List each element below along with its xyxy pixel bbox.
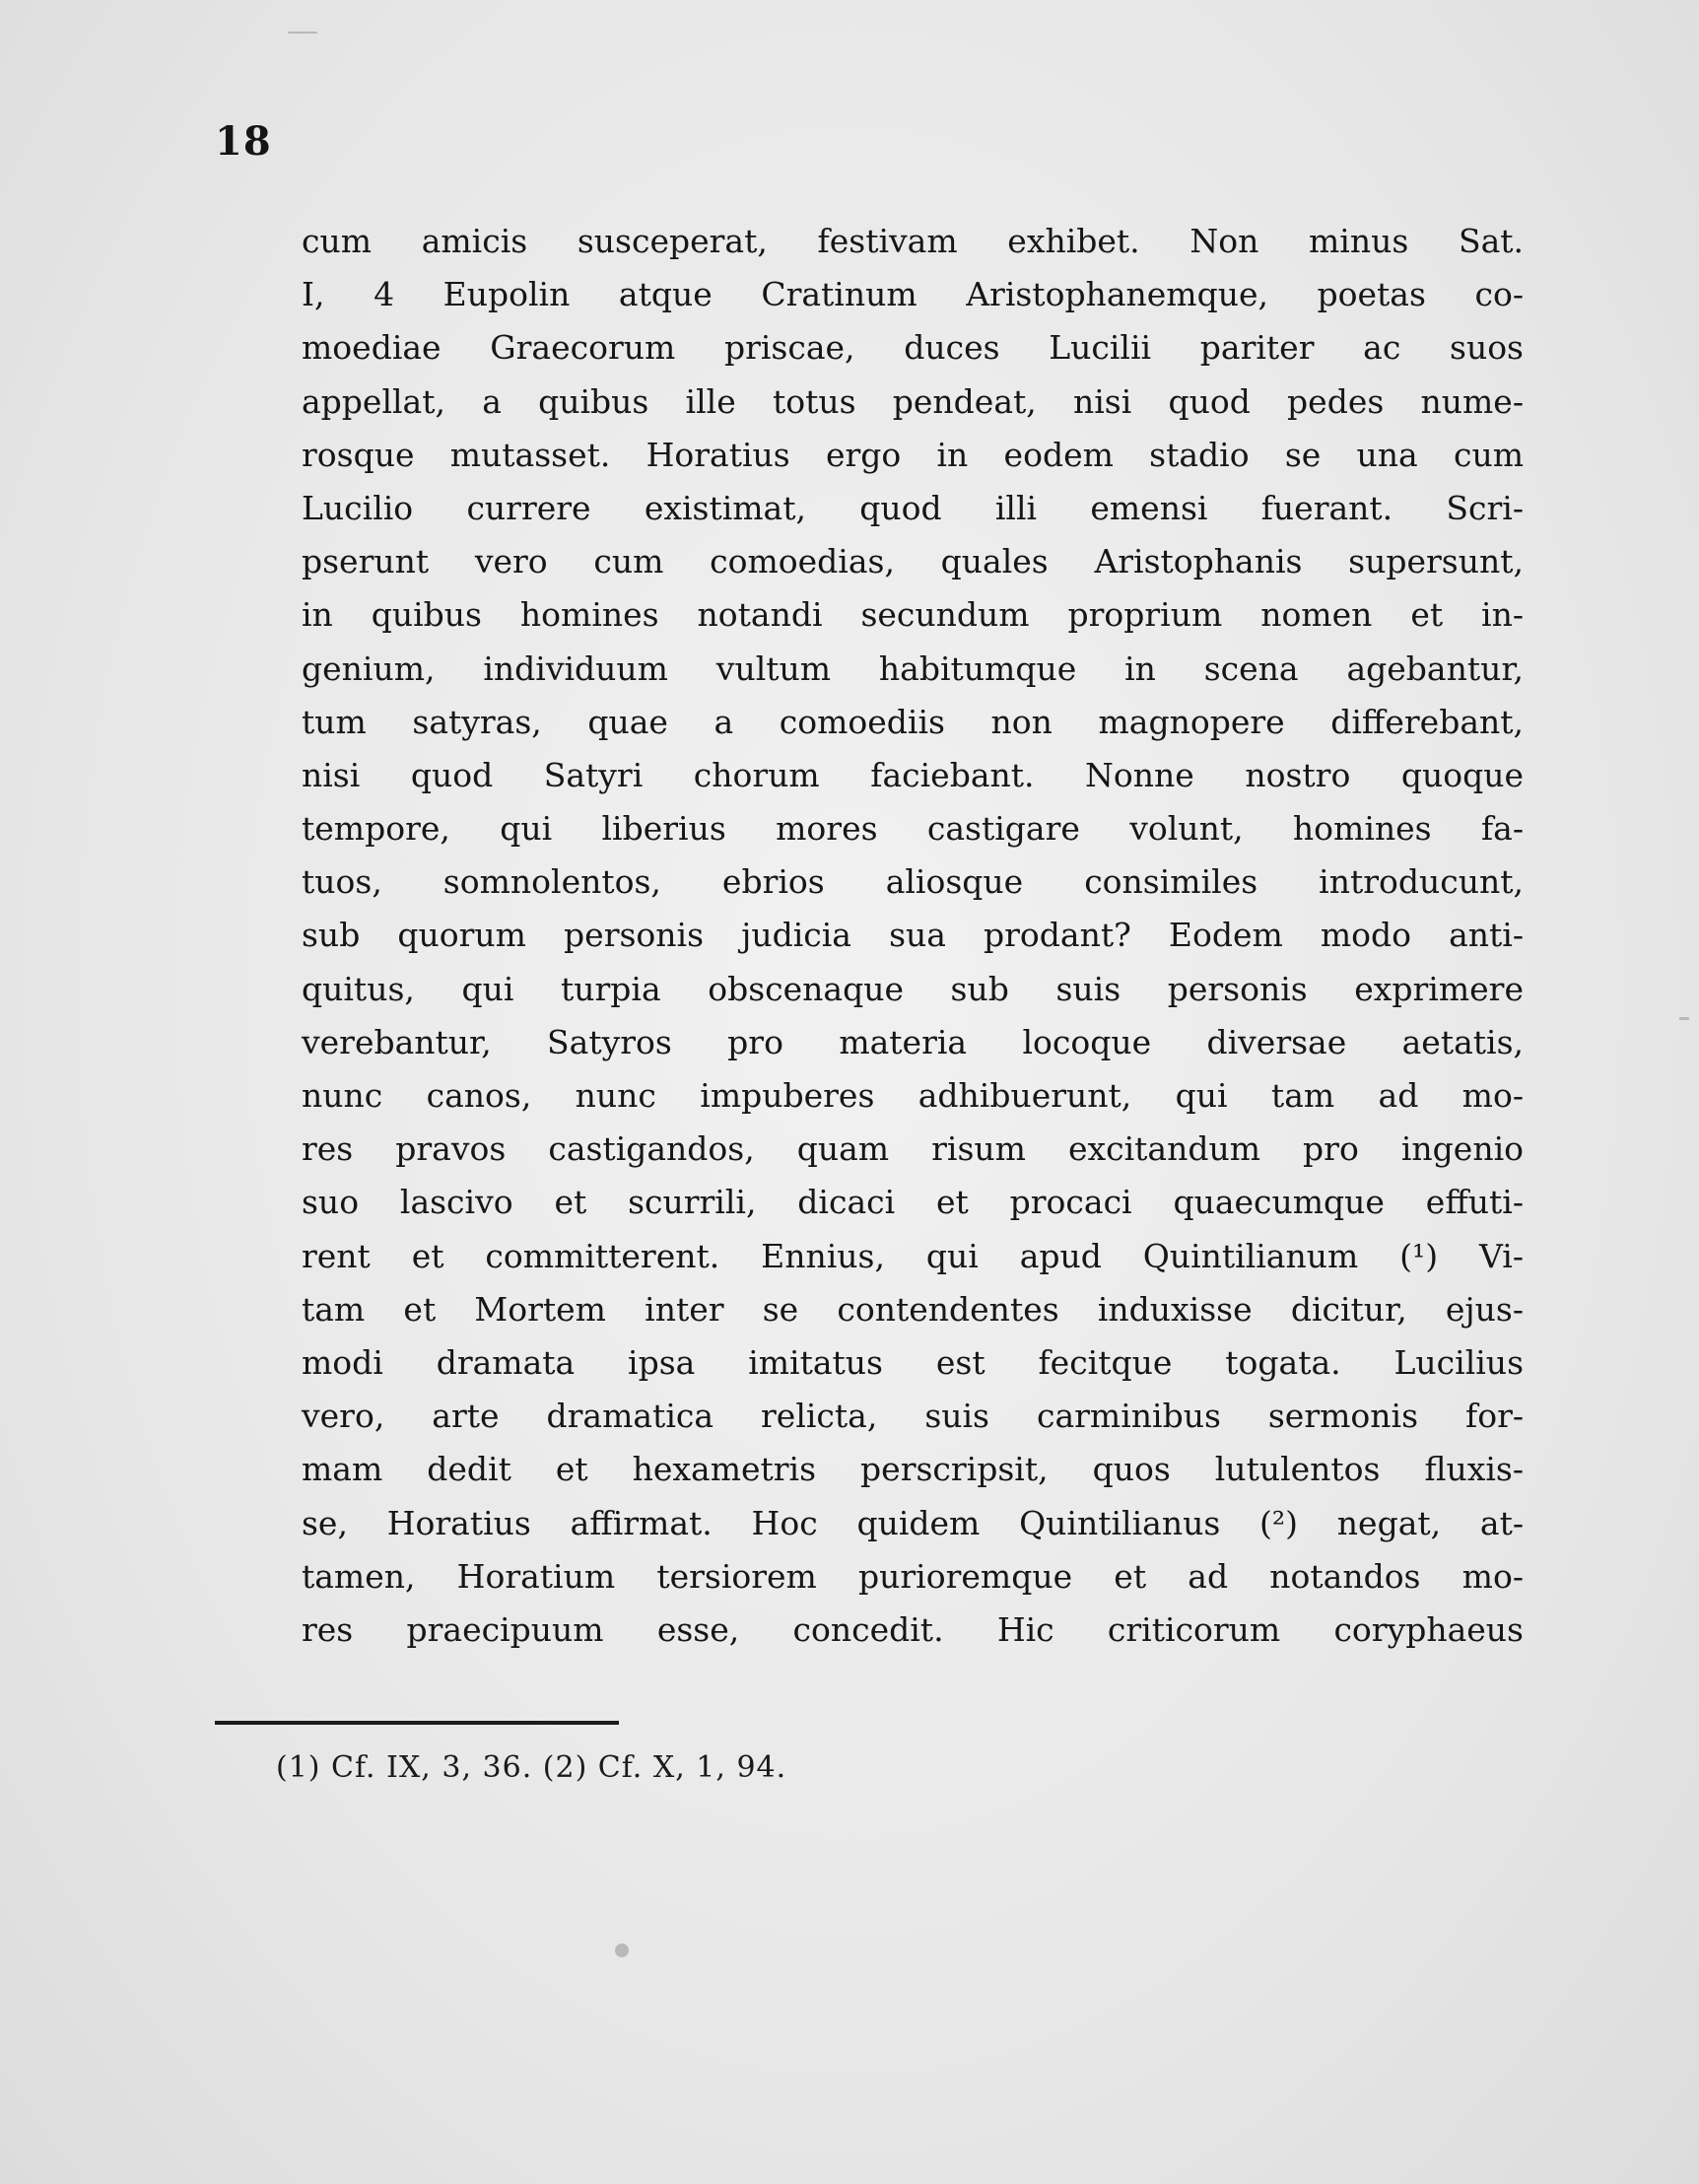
text-line: I, 4 Eupolin atque Cratinum Aristophanemque, poetas co- [302,275,1524,314]
text-line: nisi quod Satyri chorum faciebant. Nonne nostro quoque [302,755,1524,794]
text-line: vero, arte dramatica relicta, suis carminibus sermonis for- [302,1397,1524,1436]
text-line: genium, individuum vultum habitumque in scena agebantur, [302,648,1524,688]
paper-speck [288,32,317,34]
footnote-rule [215,1721,619,1725]
text-line: in quibus homines notandi secundum proprium nomen et in- [302,595,1524,635]
text-line: tum satyras, quae a comoediis non magnopere differebant, [302,702,1524,741]
text-line: suo lascivo et scurrili, dicaci et procaci quaecumque effuti- [302,1183,1524,1222]
text-line: se, Horatius affirmat. Hoc quidem Quintilianus (²) negat, at- [302,1503,1524,1542]
text-line: Lucilio currere existimat, quod illi emensi fuerant. Scri- [302,488,1524,527]
text-line: quitus, qui turpia obscenaque sub suis personis exprimere [302,969,1524,1008]
text-line: res praecipuum esse, concedit. Hic criticorum coryphaeus [302,1609,1524,1649]
text-line: rent et committerent. Ennius, qui apud Quintilianum (¹) Vi- [302,1236,1524,1275]
text-line: tuos, somnolentos, ebrios aliosque consimiles introducunt, [302,862,1524,902]
paper-speck [615,1944,629,1957]
paper-speck [1679,1017,1689,1020]
text-line: modi dramata ipsa imitatus est fecitque togata. Lucilius [302,1342,1524,1382]
text-line: appellat, a quibus ille totus pendeat, nisi quod pedes nume- [302,381,1524,421]
text-line: res pravos castigandos, quam risum excitandum pro ingenio [302,1129,1524,1169]
text-line: mam dedit et hexametris perscripsit, quos lutulentos fluxis- [302,1450,1524,1489]
footnote: (1) Cf. IX, 3, 36. (2) Cf. X, 1, 94. [276,1750,787,1785]
text-line: verebantur, Satyros pro materia locoque diversae aetatis, [302,1022,1524,1061]
text-line: tam et Mortem inter se contendentes induxisse dicitur, ejus- [302,1289,1524,1329]
page-number: 18 [215,118,272,165]
text-line: sub quorum personis judicia sua prodant? Eodem modo anti- [302,916,1524,955]
body-text [302,215,1524,1657]
text-line: tempore, qui liberius mores castigare volunt, homines fa- [302,809,1524,849]
text-line: pserunt vero cum comoedias, quales Aristophanis supersunt, [302,542,1524,581]
text-line: nunc canos, nunc impuberes adhibuerunt, qui tam ad mo- [302,1076,1524,1115]
text-line: moediae Graecorum priscae, duces Lucilii pariter ac suos [302,328,1524,368]
text-line: tamen, Horatium tersiorem purioremque et ad notandos mo- [302,1556,1524,1596]
text-line: rosque mutasset. Horatius ergo in eodem stadio se una cum [302,435,1524,474]
text-line: cum amicis susceperat, festivam exhibet. Non minus Sat. [302,222,1524,260]
